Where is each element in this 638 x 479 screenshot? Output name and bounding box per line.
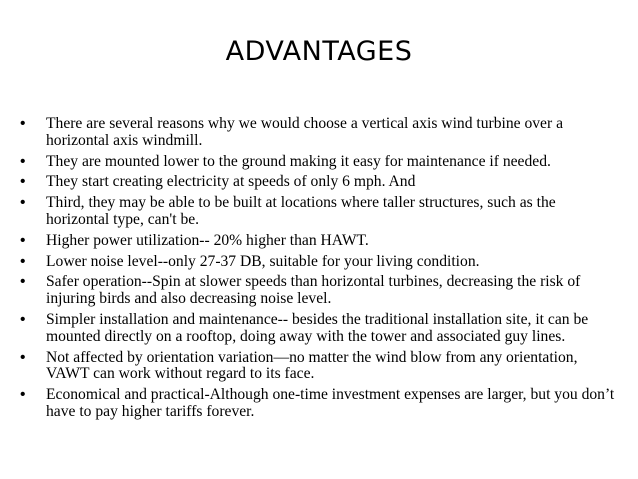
bullet-text: Not affected by orientation variation—no matter the wind blow from any orientation, VAWT can work without regard to its face.: [46, 348, 578, 383]
bullet-item: [20, 254, 620, 271]
bullet-item: [20, 154, 620, 171]
bullet-icon: •: [20, 386, 26, 404]
bullet-icon: •: [20, 273, 26, 291]
bullet-text: Lower noise level--only 27-37 DB, suitable for your living condition.: [46, 252, 480, 270]
bullet-item: [20, 116, 620, 150]
bullet-text: Third, they may be able to be built at locations where taller structures, such as the horizontal type, can't be.: [46, 194, 556, 228]
slide-title: ADVANTAGES: [225, 36, 413, 67]
bullet-text: Economical and practical-Although one-time investment expenses are larger, but you don’t have to pay higher tariffs forever.: [46, 386, 615, 420]
bullet-text: There are several reasons why we would choose a vertical axis wind turbine over a horizontal axis windmill.: [46, 115, 563, 149]
bullet-icon: •: [20, 231, 26, 249]
bullet-item: [20, 233, 620, 250]
bullet-item: [20, 174, 620, 191]
bullet-text: They are mounted lower to the ground making it easy for maintenance if needed.: [46, 152, 551, 170]
bullet-icon: •: [20, 173, 26, 191]
bullet-item: [20, 195, 620, 229]
bullet-icon: •: [20, 194, 26, 212]
bullet-text: Simpler installation and maintenance-- besides the traditional installation site, it can be mounted directly on a rooftop, doing away with the tower and associated guy lines.: [46, 310, 589, 345]
bullet-text: They start creating electricity at speeds of only 6 mph. And: [46, 173, 416, 191]
bullet-item: [20, 350, 620, 384]
bullet-icon: •: [20, 152, 26, 170]
bullet-icon: •: [20, 310, 26, 328]
bullet-icon: •: [20, 115, 26, 132]
bullet-item: [20, 274, 620, 308]
bullet-item: [20, 387, 620, 421]
bullet-text: Higher power utilization-- 20% higher than HAWT.: [46, 231, 369, 249]
bullet-icon: •: [20, 348, 26, 366]
bullet-text: Safer operation--Spin at slower speeds than horizontal turbines, decreasing the risk of injuring birds and also decreasing noise level.: [46, 273, 581, 308]
bullet-item: [20, 312, 620, 346]
bullet-icon: •: [20, 252, 26, 270]
bullet-list: [20, 116, 620, 425]
